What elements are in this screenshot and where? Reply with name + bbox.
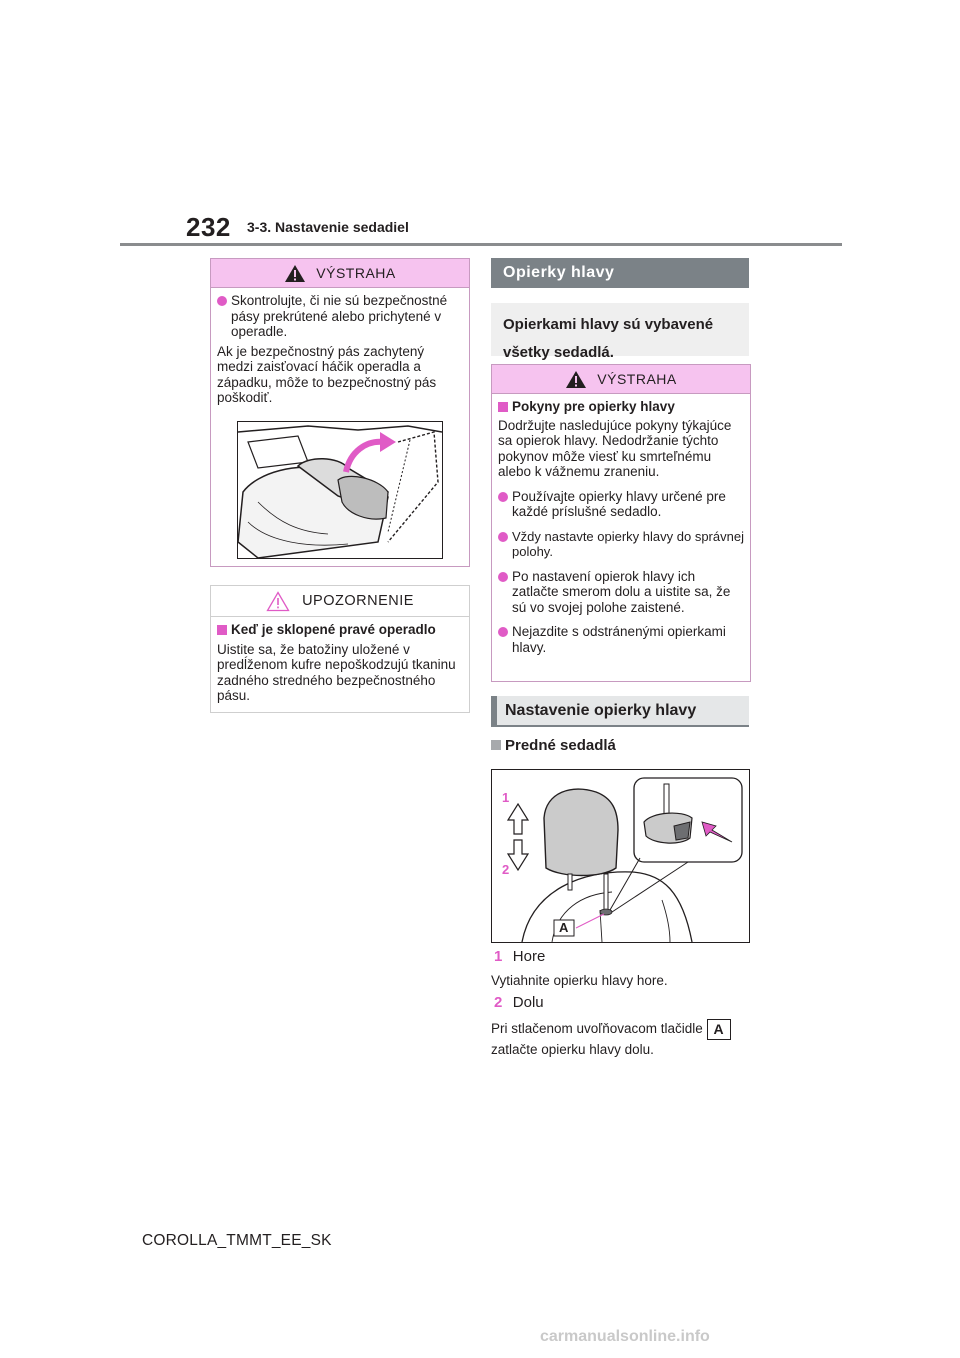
figure-label-down: 2 xyxy=(502,862,510,877)
warning-title: VÝSTRAHA xyxy=(316,265,396,281)
caution-paragraph: Uistite sa, že batožiny uložené v predĺženom kufre nepoškodzujú tkaninu zadného stredného bezpečnostného pásu. xyxy=(217,641,456,703)
headrest-illustration xyxy=(491,769,750,943)
footer-code: COROLLA_TMMT_EE_SK xyxy=(142,1232,332,1249)
headrest-adjust-illustration-icon xyxy=(492,770,749,942)
left-caution-box xyxy=(210,585,470,713)
square-bullet-icon xyxy=(217,625,227,635)
left-warning-box xyxy=(210,258,470,567)
warning-paragraph: Ak je bezpečnostný pás zachytený medzi zaisťovací háčik operadla a západku, môže to bezpečnostný pás poškodiť. xyxy=(217,343,437,405)
caution-heading: Keď je sklopené pravé operadlo xyxy=(217,622,463,638)
figure-label-button: A xyxy=(559,920,569,935)
bullet-dot-icon xyxy=(498,492,508,502)
step-label: Dolu xyxy=(512,994,544,1011)
step-number: 1 xyxy=(494,948,503,965)
bullet-dot-icon xyxy=(498,572,508,582)
adjust-headrest-title: Nastavenie opierky hlavy xyxy=(491,696,749,727)
bullet-dot-icon xyxy=(217,296,227,306)
caution-triangle-icon xyxy=(266,591,290,612)
warning-title: VÝSTRAHA xyxy=(597,371,677,387)
headrests-section-title: Opierky hlavy xyxy=(491,258,749,288)
page-number: 232 xyxy=(186,212,231,242)
warning-triangle-icon xyxy=(565,370,587,389)
step-number: 2 xyxy=(494,994,503,1011)
step-2 xyxy=(494,994,544,1012)
warning-paragraph: Dodržujte nasledujúce pokyny týkajúce sa opierok hlavy. Nedodržanie týchto pokynov môže viesť ku smrteľnému alebo k vážnemu zraneniu. xyxy=(498,417,732,479)
headrests-summary: Opierkami hlavy sú vybavené všetky sedadlá. xyxy=(491,303,749,356)
seatbelt-illustration xyxy=(237,421,443,559)
caution-header xyxy=(211,586,469,617)
step-1 xyxy=(494,948,545,966)
warning-bullet: Vždy nastavte opierky hlavy do správnej polohy. xyxy=(498,529,744,560)
warning-bullet: Nejazdite s odstránenými opierkami hlavy. xyxy=(498,624,744,655)
seat-back-illustration-icon xyxy=(238,422,442,558)
warning-header xyxy=(492,365,750,394)
button-a-key: A xyxy=(707,1019,731,1040)
step-1-description: Vytiahnite opierku hlavy hore. xyxy=(491,973,668,988)
front-seats-heading: Predné sedadlá xyxy=(491,737,960,754)
bullet-dot-icon xyxy=(498,627,508,637)
caution-title: UPOZORNENIE xyxy=(302,593,414,609)
bullet-dot-icon xyxy=(498,532,508,542)
warning-triangle-icon xyxy=(284,264,306,283)
figure-label-up: 1 xyxy=(502,790,510,805)
step-2-description-cont: zatlačte opierku hlavy dolu. xyxy=(491,1042,654,1057)
header-rule xyxy=(120,243,842,246)
right-warning-box xyxy=(491,364,751,682)
warning-bullet: Skontrolujte, či nie sú bezpečnostné pásy prekrútené alebo prichytené v operadle. xyxy=(217,293,463,340)
section-title: 3-3. Nastavenie sedadiel xyxy=(247,219,409,235)
warning-bullet: Používajte opierky hlavy určené pre každé príslušné sedadlo. xyxy=(498,489,744,520)
step-2-description: Pri stlačenom uvoľňovacom tlačidle A xyxy=(491,1019,761,1040)
warning-header xyxy=(211,259,469,288)
square-bullet-icon xyxy=(491,740,501,750)
step-label: Hore xyxy=(512,948,546,965)
watermark: carmanualsonline.info xyxy=(540,1328,710,1345)
warning-bullet: Po nastavení opierok hlavy ich zatlačte smerom dolu a uistite sa, že sú vo svojej polohe zaistené. xyxy=(498,569,744,616)
square-bullet-icon xyxy=(498,402,508,412)
warning-heading: Pokyny pre opierky hlavy xyxy=(498,399,744,415)
